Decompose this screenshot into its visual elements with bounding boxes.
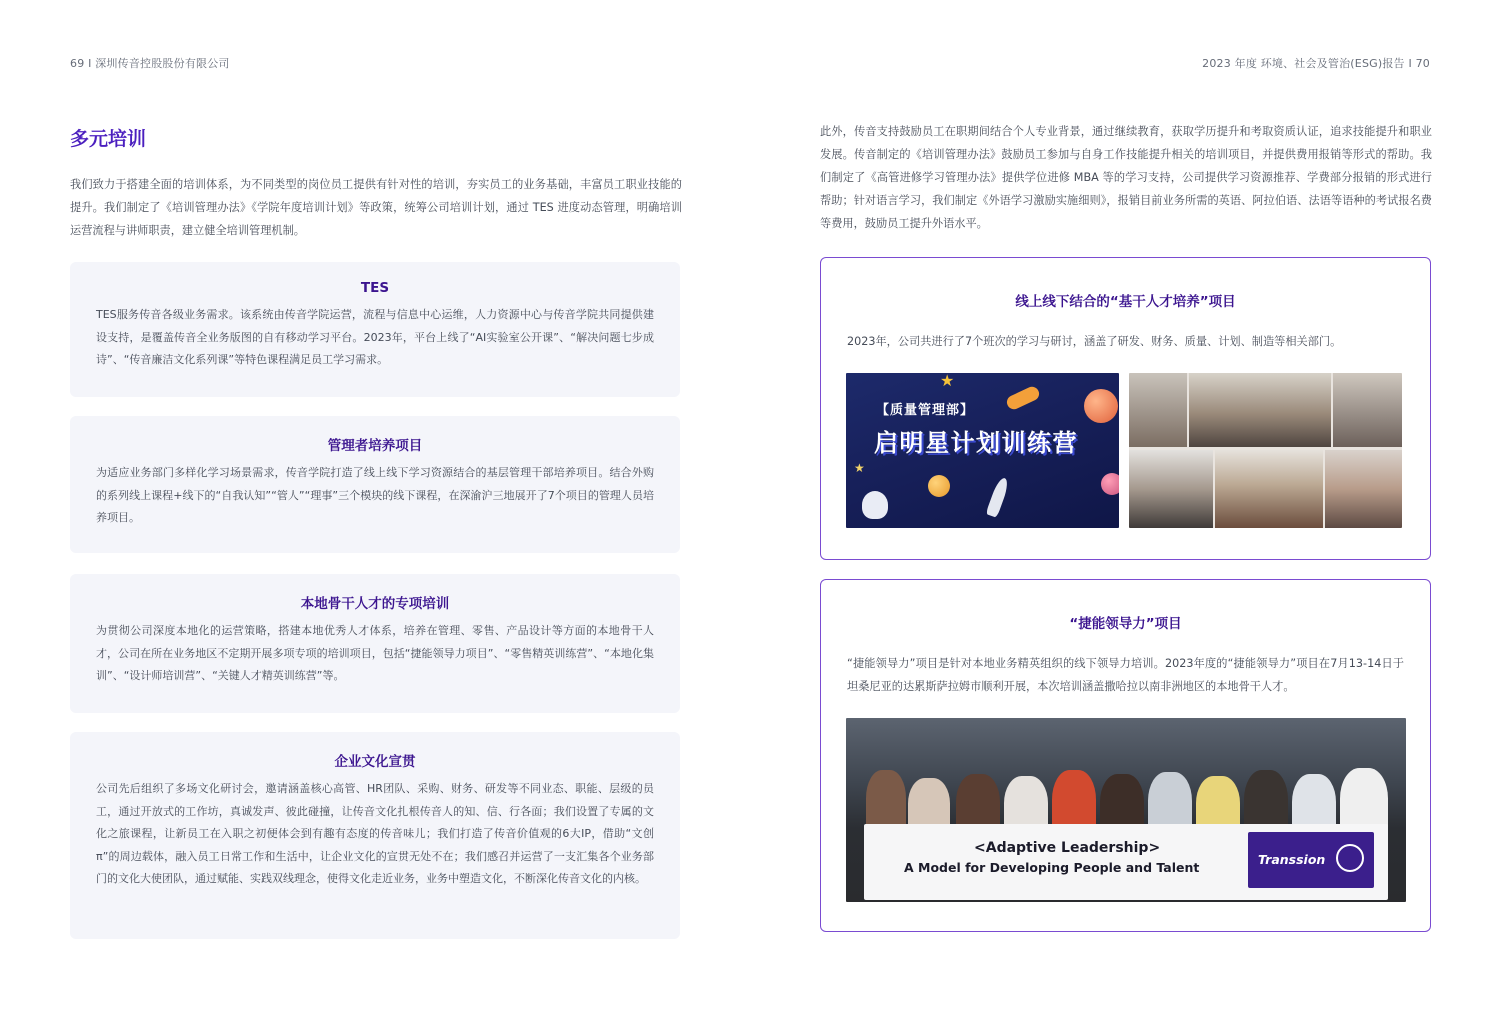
training-poster-image (846, 373, 1119, 528)
training-collage-image (1129, 373, 1402, 528)
astronaut-icon (862, 491, 888, 519)
box-body: “捷能领导力”项目是针对本地业务精英组织的线下领导力培训。2023年度的“捷能领导力”项目在7月13-14日于坦桑尼亚的达累斯萨拉姆市顺利开展，本次培训涵盖撒哈拉以南非洲地区的本地骨干人才。 (847, 657, 1404, 693)
rocket-icon (986, 476, 1011, 518)
logo-text: Transsion (1258, 852, 1326, 867)
photo-tile (1189, 373, 1331, 447)
photo-tile (1129, 450, 1213, 528)
photo-tile (1325, 450, 1402, 528)
poster-headline: 启明星计划训练营 (874, 429, 1078, 457)
photo-tile (1215, 450, 1323, 528)
planet-icon (1005, 384, 1042, 411)
box-body: 2023年，公司共进行了7个班次的学习与研讨，涵盖了研发、财务、质量、计划、制造等相关部门。 (847, 335, 1342, 348)
card-tes (70, 262, 680, 397)
card-body: TES服务传音各级业务需求。该系统由传音学院运营，流程与信息中心运维，人力资源中心与传音学院共同提供建设支持，是覆盖传音全业务版图的自有移动学习平台。2023年，平台上线了“AI实验室公开课”、“解决问题七步成诗”、“传音廉洁文化系列课”等特色课程满足员工学习需求。 (96, 308, 654, 366)
card-title: 企业文化宣贯 (334, 754, 416, 770)
training-banner (864, 824, 1388, 900)
intro-paragraph: 此外，传音支持鼓励员工在职期间结合个人专业背景，通过继续教育，获取学历提升和考取资质认证，追求技能提升和职业发展。传音制定的《培训管理办法》鼓励员工参加与自身工作技能提升相关的培训项目，并提供费用报销等形式的帮助。我们制定了《高管进修学习管理办法》提供学位进修 MBA 等的学习支持，公司提供学习资源推荐、学费部分报销的形式进行帮助；针对语言学习，我们制定《外语学习激励实施细则》，报销目前业务所需的英语、阿拉伯语、法语等语种的考试报名费等费用，鼓励员工提升外语水平。 (820, 125, 1432, 230)
card-body: 公司先后组织了多场文化研讨会，邀请涵盖核心高管、HR团队、采购、财务、研发等不同业态、职能、层级的员工，通过开放式的工作坊，真诚发声、彼此碰撞，让传音文化扎根传音人的知、信、行各面；我们设置了专属的文化之旅课程，让新员工在入职之初便体会到有趣有态度的传音味儿；我们打造了传音价值观的6大IP，借助“文创π”的周边载体，融入员工日常工作和生活中，让企业文化的宣贯无处不在；我们感召并运营了一支汇集各个业务部门的文化大使团队，通过赋能、实践双线理念，使得文化走近业务，业务中塑造文化，不断深化传音文化的内核。 (96, 782, 654, 885)
planet-icon (1084, 389, 1118, 423)
left-page (70, 120, 682, 885)
box-backbone-talent (820, 257, 1431, 560)
photo-tile (1333, 373, 1402, 447)
box-adaptive-leadership (820, 579, 1431, 932)
box-title: “捷能领导力”项目 (1069, 616, 1182, 632)
intro-paragraph: 我们致力于搭建全面的培训体系，为不同类型的岗位员工提供有针对性的培训，夯实员工的业务基础，丰富员工职业技能的提升。我们制定了《培训管理办法》《学院年度培训计划》等政策，统筹公司培训计划，通过 TES 进度动态管理，明确培训运营流程与讲师职责，建立健全培训管理机制。 (70, 178, 682, 237)
banner-line-1: <Adaptive Leadership> (974, 840, 1161, 856)
transsion-logo (1248, 832, 1374, 888)
card-body: 为贯彻公司深度本地化的运营策略，搭建本地优秀人才体系，培养在管理、零售、产品设计等方面的本地骨干人才，公司在所在业务地区不定期开展多项专项的培训项目，包括“捷能领导力项目”、“零售精英训练营”、“本地化集训”、“设计师培训营”、“关键人才精英训练营”等。 (96, 624, 654, 682)
right-page (820, 120, 1432, 875)
group-photo-image (846, 718, 1406, 902)
card-local-talent (70, 574, 680, 713)
planet-icon (1101, 473, 1119, 495)
section-title: 多元培训 (70, 128, 147, 150)
star-icon: ★ (940, 373, 955, 390)
card-manager-program (70, 416, 680, 553)
card-title: 管理者培养项目 (327, 438, 423, 454)
card-title: 本地骨干人才的专项培训 (300, 596, 450, 612)
card-culture (70, 732, 680, 939)
box-title: 线上线下结合的“基干人才培养”项目 (1015, 294, 1236, 310)
seal-icon (1336, 844, 1364, 872)
poster-tag: 【质量管理部】 (876, 403, 975, 418)
running-header-left: 69 I 深圳传音控股股份有限公司 (70, 57, 230, 70)
planet-icon (928, 475, 950, 497)
card-title: TES (360, 280, 390, 296)
card-body: 为适应业务部门多样化学习场景需求，传音学院打造了线上线下学习资源结合的基层管理干部培养项目。结合外购的系列线上课程+线下的“自我认知”“管人”“理事”三个模块的线下课程，在深渝沪三地展开了7个项目的管理人员培养项目。 (96, 466, 654, 524)
running-header-right: 2023 年度 环境、社会及管治(ESG)报告 I 70 (1202, 57, 1430, 70)
photo-tile (1129, 373, 1187, 447)
banner-line-2: A Model for Developing People and Talent (904, 860, 1200, 875)
star-icon: ★ (854, 461, 865, 475)
